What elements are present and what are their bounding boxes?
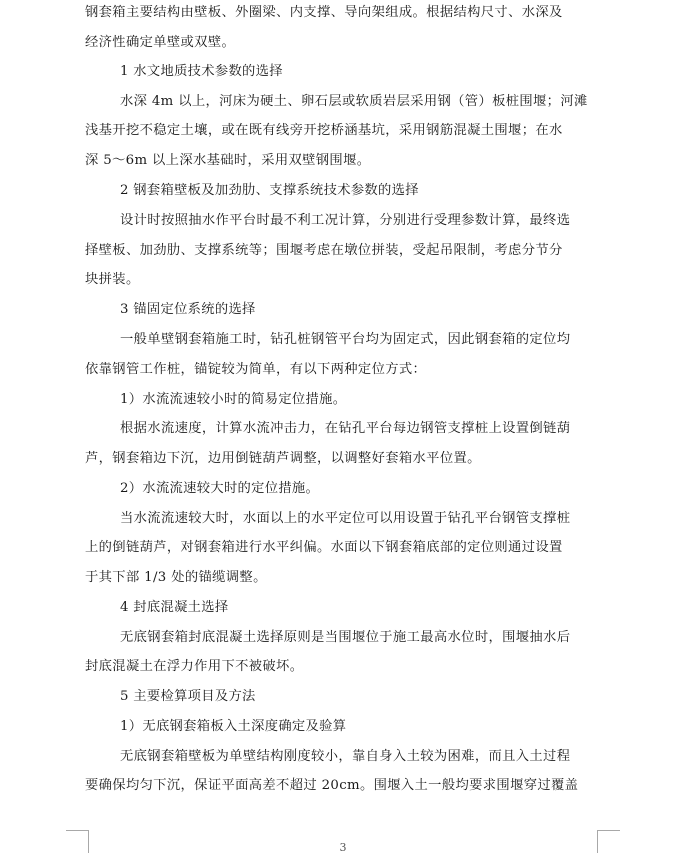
text-line: 钢套箱主要结构由壁板、外圈梁、内支撑、导向架组成。根据结构尺寸、水深及	[85, 5, 563, 20]
section-heading: 5 主要检算项目及方法	[120, 689, 256, 704]
text-line: 封底混凝土在浮力作用下不被破坏。	[85, 659, 304, 674]
section-heading: 4 封底混凝土选择	[120, 600, 229, 615]
subsection-heading: 2）水流流速较大时的定位措施。	[120, 481, 320, 496]
text-line: 设计时按照抽水作平台时最不利工况计算，分别进行受理参数计算，最终选	[120, 213, 571, 228]
text-line: 上的倒链葫芦，对钢套箱进行水平纠偏。水面以下钢套箱底部的定位则通过设置	[85, 540, 563, 555]
text-line: 深 5～6m 以上深水基础时，采用双壁钢围堰。	[85, 153, 371, 168]
text-line: 当水流流速较大时，水面以上的水平定位可以用设置于钻孔平台钢管支撑桩	[120, 511, 571, 526]
subsection-heading: 1）水流流速较小时的简易定位措施。	[120, 392, 347, 407]
text-line: 水深 4m 以上，河床为硬土、卵石层或软质岩层采用钢（管）板桩围堰；河滩	[120, 94, 588, 109]
text-line: 芦，钢套箱边下沉，边用倒链葫芦调整，以调整好套箱水平位置。	[85, 451, 481, 466]
text-line: 无底钢套箱壁板为单壁结构刚度较小，靠自身入土较为困难，而且入土过程	[120, 749, 571, 764]
text-line: 经济性确定单壁或双壁。	[85, 35, 236, 50]
text-line: 要确保均匀下沉，保证平面高差不超过 20cm。围堰入土一般均要求围堰穿过覆盖	[85, 778, 579, 793]
text-line: 浅基开挖不稳定土壤，或在既有线旁开挖桥涵基坑，采用钢筋混凝土围堰；在水	[85, 123, 563, 138]
subsection-heading: 1）无底钢套箱板入土深度确定及验算	[120, 719, 347, 734]
section-heading: 2 钢套箱壁板及加劲肋、支撑系统技术参数的选择	[120, 183, 419, 198]
text-line: 择壁板、加劲肋、支撑系统等；围堰考虑在墩位拼装，受起吊限制，考虑分节分	[85, 243, 563, 258]
text-line: 块拼装。	[85, 272, 140, 287]
text-line: 依靠钢管工作桩，锚锭较为简单，有以下两种定位方式：	[85, 362, 427, 377]
text-line: 一般单壁钢套箱施工时，钻孔桩钢管平台均为固定式，因此钢套箱的定位均	[120, 332, 571, 347]
text-line: 无底钢套箱封底混凝土选择原则是当围堰位于施工最高水位时，围堰抽水后	[120, 630, 571, 645]
page-number: 3	[339, 841, 347, 854]
section-heading: 3 锚固定位系统的选择	[120, 302, 256, 317]
text-line: 于其下部 1/3 处的锚缆调整。	[85, 570, 267, 585]
section-heading: 1 水文地质技术参数的选择	[120, 64, 283, 79]
text-line: 根据水流速度，计算水流冲击力，在钻孔平台每边钢管支撑桩上设置倒链葫	[120, 421, 571, 436]
